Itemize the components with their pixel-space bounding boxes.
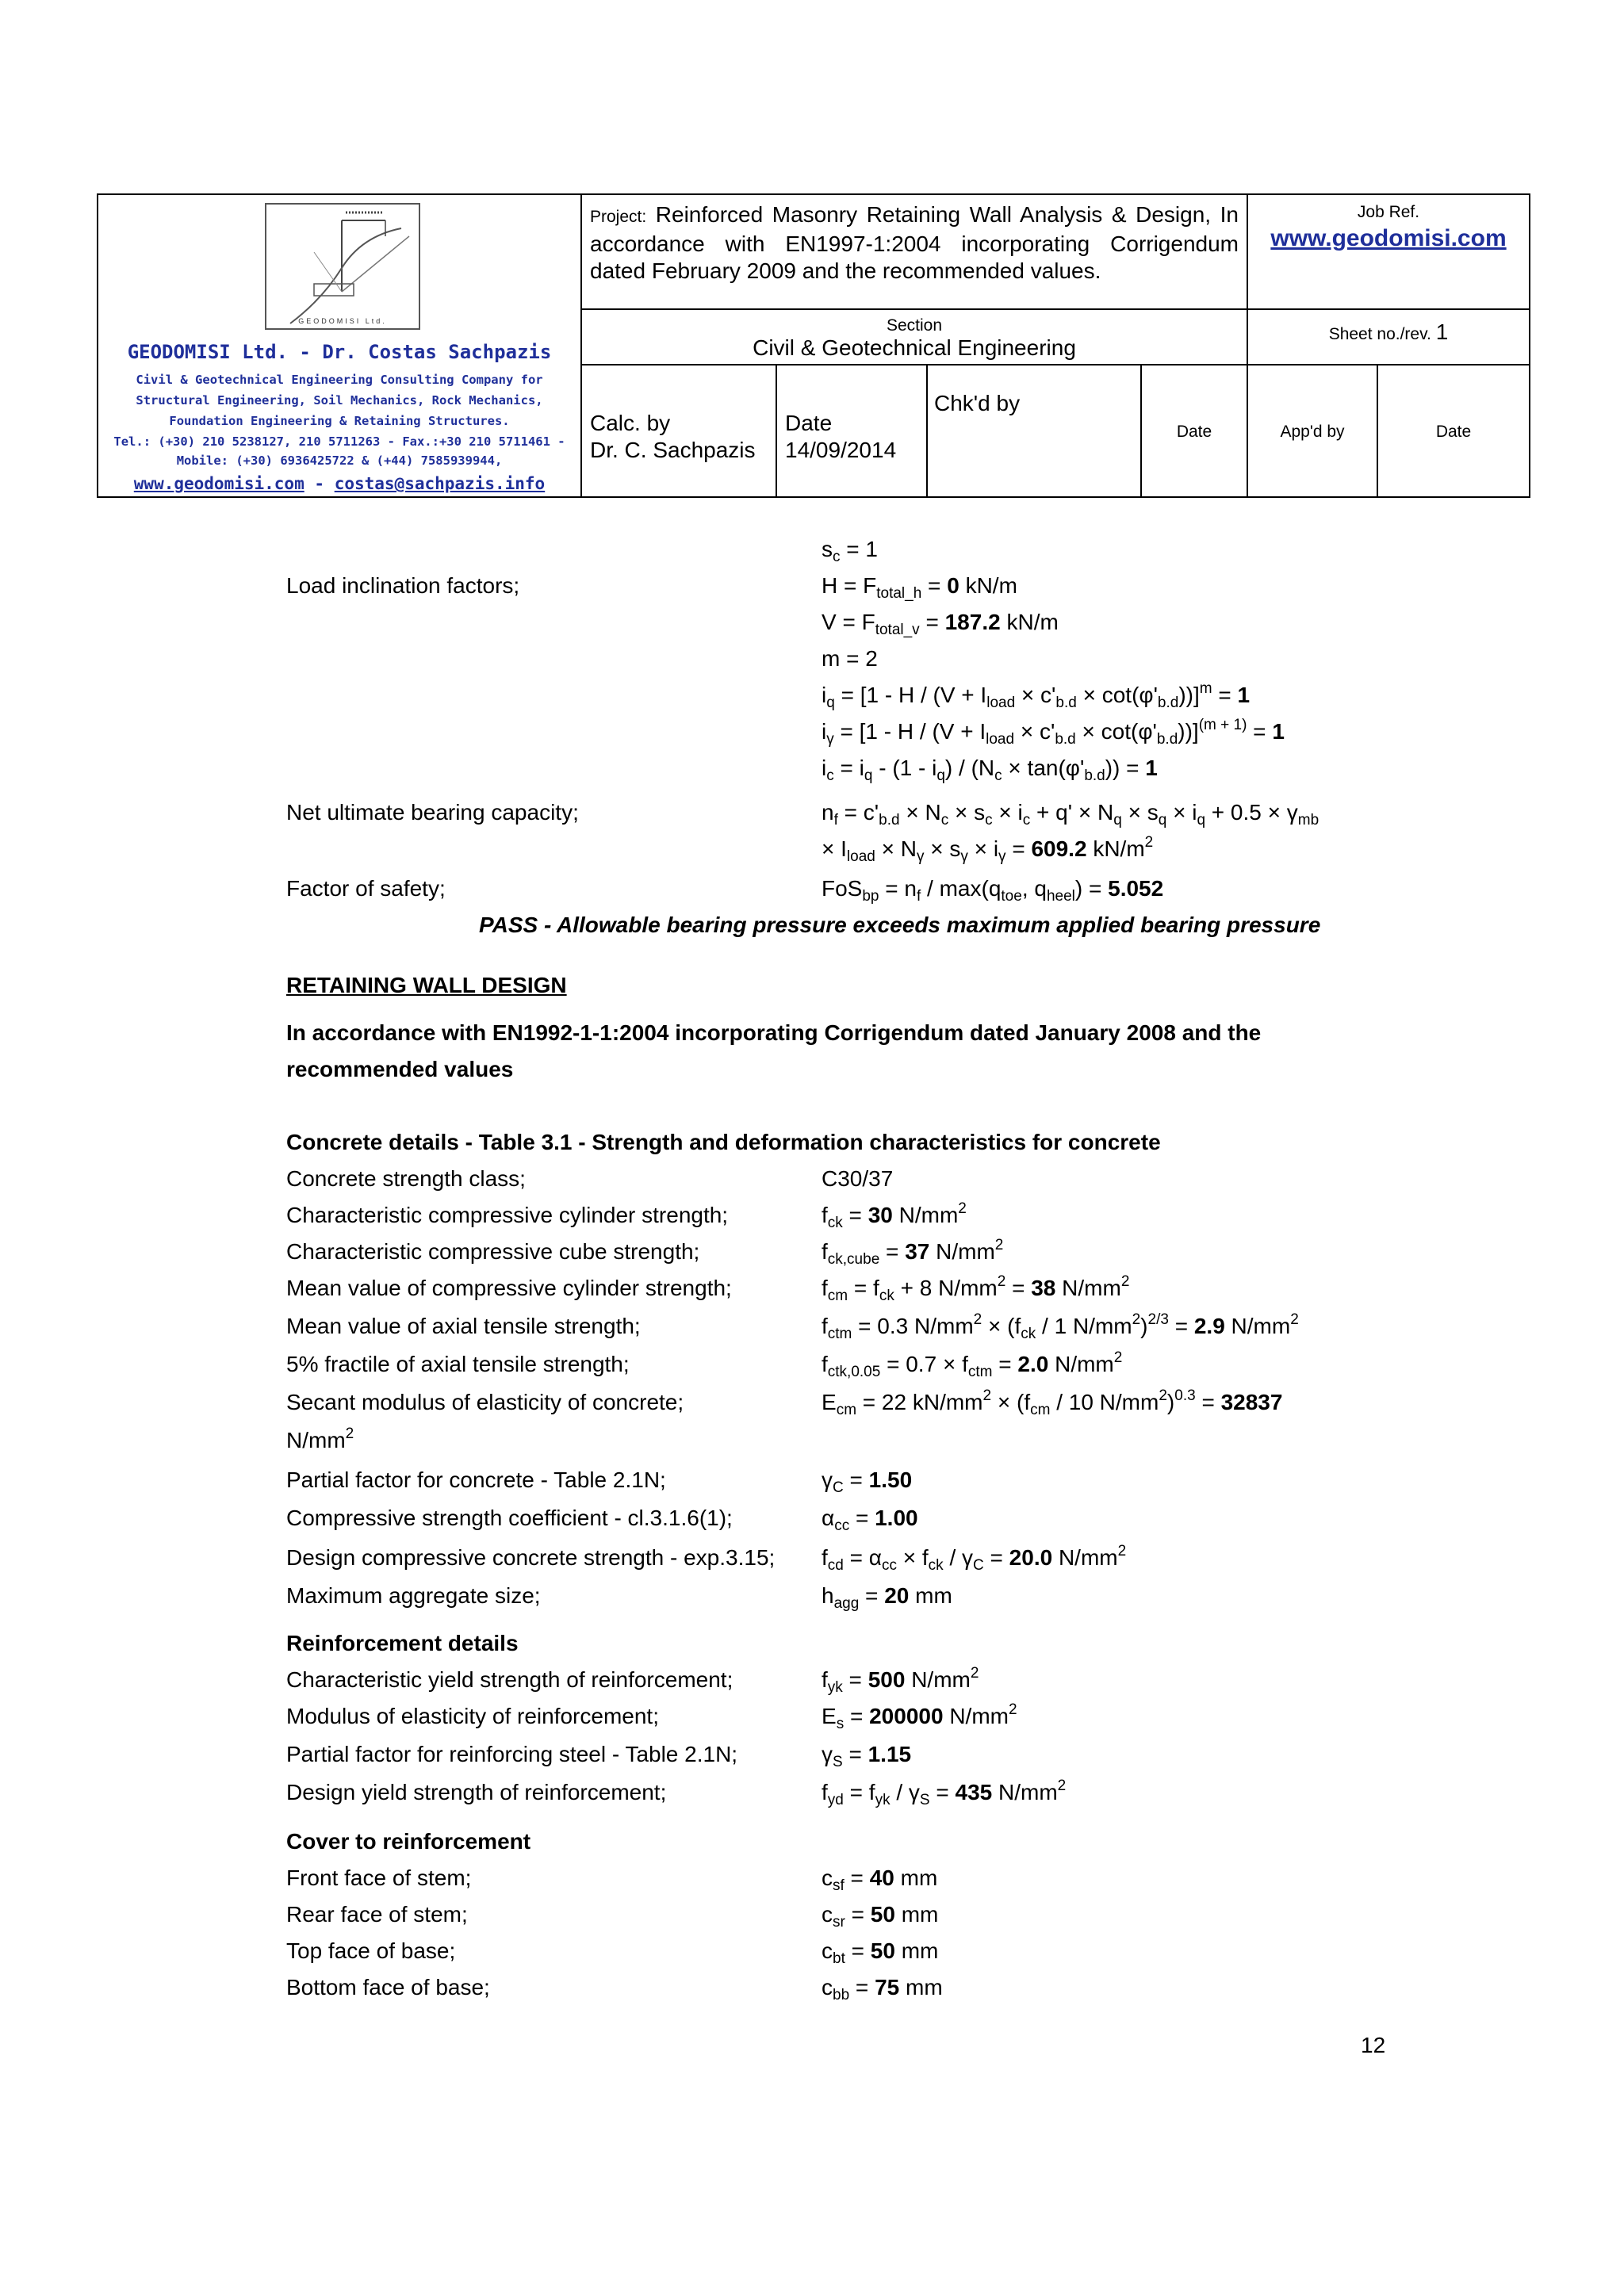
fos-value: 5.052 [1108,876,1164,901]
formula-fctm: $f_{ctm} = 0.3$ $N/mm^2 \times (f_{ck} / 1$ $N/mm^2)^{2/3} = 2.9$ $N/mm^2$ [822,1311,1299,1342]
formula-sc: $s_c = 1$ [822,537,878,565]
formula-gammac: $\gamma_C = 1.50$ [822,1468,913,1496]
m-value: 2 [865,646,878,671]
calc-sheet-header [97,193,1530,498]
project-cell [582,195,1248,310]
concrete-class-value: C30/37 [822,1166,894,1191]
factor-safety-label: Factor of safety; [286,876,446,901]
formula-fyk: $f_{yk} = 500$ $N/mm^2$ [822,1665,979,1696]
fcd-label: Design compressive concrete strength - exp.3.15; [286,1545,776,1570]
fyk-label: Characteristic yield strength of reinforcement; [286,1667,733,1692]
section-cell [582,310,1248,365]
page-number: 12 [1361,2033,1386,2057]
approve-date-cell [1378,365,1529,496]
jobref-cell [1248,195,1529,310]
unit: N/mm [286,1428,346,1452]
formula-H: $H = F_{total\_h} = 0$ kN/m [822,573,1017,602]
fcd-value: 20.0 [1009,1545,1053,1570]
company-logo [265,203,420,330]
project-text: Reinforced Masonry Retaining Wall Analysis & Design, In accordance with EN1997-1:2004 incorporating Corrigendum dated February 2009 and the recommended values. [590,202,1239,283]
logo-caption: GEODOMISI Ltd. [298,317,387,325]
formula-csr: $c_{sr} = 50$ mm [822,1902,939,1931]
cover-heading: Cover to reinforcement [286,1829,531,1854]
pass-statement: PASS - Allowable bearing pressure exceeds maximum applied bearing pressure [479,913,1321,937]
formula-fyd: $f_{yd} = f_{yk} / \gamma_S = 435$ $N/mm^2$ [822,1777,1067,1808]
formula-alphacc: $\alpha_{cc} = 1.00$ [822,1506,918,1534]
unit: kN/m [965,573,1017,598]
section-value: Civil & Geotechnical Engineering [753,335,1076,360]
fck-value: 30 [868,1203,893,1227]
date-value: 14/09/2014 [785,438,897,462]
link-separator: - [314,474,325,493]
fcm-label: Mean value of compressive cylinder strength; [286,1276,732,1300]
formula-fos: $FoS_{bp} = n_f / \max(q_{toe}$, $q_{heel}) = 5.052$ [822,876,1164,905]
calc-by-label: Calc. by [590,411,671,435]
reinforcement-heading: Reinforcement details [286,1631,519,1655]
sheet-value: 1 [1435,320,1449,344]
fckcube-label: Characteristic compressive cube strength; [286,1239,700,1264]
igamma-value: 1 [1272,719,1285,744]
unit: kN/m [1006,610,1059,634]
ecm-unit-wrap: $N/mm^2$ [286,1425,354,1452]
company-email-link[interactable]: costas@sachpazis.info [334,474,546,493]
unit: mm [900,1866,938,1890]
gammac-value: 1.50 [868,1468,913,1492]
company-block [98,195,582,496]
unit: mm [901,1902,939,1927]
jobref-label: Job Ref. [1357,203,1420,221]
ic-value: 1 [1145,756,1158,780]
formula-fctk: $f_{ctk,0.05} = 0.7 \times f_{ctm} = 2.0$ $N/mm^2$ [822,1349,1123,1380]
standard-line-2: recommended values [286,1057,514,1081]
csr-label: Rear face of stem; [286,1902,468,1927]
fyd-value: 435 [955,1780,993,1804]
company-contact-line: Tel.: (+30) 210 5238127, 210 5711263 - Fax.:+30 210 5711461 - [113,434,565,449]
es-label: Modulus of elasticity of reinforcement; [286,1704,659,1728]
ecm-value: 32837 [1220,1390,1283,1414]
project-label: Project: [590,208,647,226]
formula-V: $V = F_{total\_v} = 187.2$ kN/m [822,610,1059,638]
formula-fcd: $f_{cd} = \alpha_{cc} \times f_{ck} / \gamma_C = 20.0$ $N/mm^2$ [822,1543,1127,1574]
unit: mm [915,1583,952,1608]
company-desc-line: Civil & Geotechnical Engineering Consulting Company for [136,373,543,387]
cbb-value: 75 [875,1975,900,1999]
cbb-label: Bottom face of base; [286,1975,490,1999]
company-name: GEODOMISI Ltd. - Dr. Costas Sachpazis [127,341,552,363]
formula-m: m = 2 [822,646,878,671]
iq-value: 1 [1237,683,1251,707]
company-contact-line: Mobile: (+30) 6936425722 & (+44) 7585939944, [176,453,503,468]
date-label: Date [785,411,833,435]
calc-by-value: Dr. C. Sachpazis [590,438,756,462]
formula-fcm: $f_{cm} = f_{ck} + 8$ $N/mm^2 = 38$ $N/mm^2$ [822,1273,1130,1304]
cbt-label: Top face of base; [286,1938,456,1963]
fcm-value: 38 [1031,1276,1056,1300]
checked-by-cell [928,365,1142,496]
csf-value: 40 [869,1866,894,1890]
formula-cbt: $c_{bt} = 50$ mm [822,1938,939,1967]
nf-value: 609.2 [1031,836,1087,861]
formula-fck: $f_{ck} = 30$ $N/mm^2$ [822,1200,967,1231]
csf-label: Front face of stem; [286,1866,472,1890]
formula-es: $E_s = 200000$ $N/mm^2$ [822,1701,1017,1732]
gammas-label: Partial factor for reinforcing steel - Table 2.1N; [286,1742,738,1766]
concrete-class-label: Concrete strength class; [286,1166,526,1191]
formula-igamma: $i_\gamma = [1 - H / (V + I_{load} \times c'_{b.d} \times \cot(\varphi'_{b.d}))]^{(m + 1)} = 1$ [822,717,1285,748]
formula-gammas: $\gamma_S = 1.15$ [822,1742,912,1770]
hagg-value: 20 [884,1583,910,1608]
approved-by-cell [1248,365,1378,496]
formula-ecm: $E_{cm} = 22$ $kN/mm^2 \times (f_{cm} / 10$ $N/mm^2)^{0.3} = 32837$ [822,1387,1283,1418]
formula-nf-line2: × $I_{load} \times N_\gamma \times s_\gamma \times i_\gamma = 609.2$ $kN/m^2$ [822,834,1154,865]
formula-nf-line1: $n_f = c'_{b.d} \times N_c \times s_c \times i_c + q' \times N_q \times s_q \times i_q + 0.5 \times \gamma_{mb}$ [822,800,1320,828]
formula-ic: $i_c = i_q - (1 - i_q) / (N_c \times \tan(\varphi'_{b.d})) = 1$ [822,756,1158,784]
approved-by-label: App'd by [1280,423,1345,441]
H-value: 0 [947,573,959,598]
check-date-label: Date [1176,423,1212,441]
unit: mm [901,1938,939,1963]
formula-csf: $c_{sf} = 40$ mm [822,1866,938,1894]
unit: mm [906,1975,943,1999]
fyd-label: Design yield strength of reinforcement; [286,1780,667,1804]
fctm-label: Mean value of axial tensile strength; [286,1314,641,1338]
section-label: Section [886,316,943,335]
net-ultimate-label: Net ultimate bearing capacity; [286,800,579,825]
check-date-cell [1142,365,1248,496]
concrete-heading: Concrete details - Table 3.1 - Strength and deformation characteristics for concrete [286,1130,1161,1154]
es-value: 200000 [869,1704,944,1728]
fck-label: Characteristic compressive cylinder strength; [286,1203,729,1227]
formula-hagg: $h_{agg} = 20$ mm [822,1583,952,1612]
fctk-label: 5% fractile of axial tensile strength; [286,1352,630,1376]
company-desc-line: Foundation Engineering & Retaining Structures. [169,414,510,428]
company-website-link[interactable]: www.geodomisi.com [133,474,304,493]
fckcube-value: 37 [905,1239,930,1264]
gammas-value: 1.15 [868,1742,912,1766]
gammac-label: Partial factor for concrete - Table 2.1N; [286,1468,666,1492]
sheet-label: Sheet no./rev. [1328,325,1431,343]
fyk-value: 500 [868,1667,906,1692]
fctm-value: 2.9 [1193,1314,1225,1338]
formula-iq: $i_q = [1 - H / (V + I_{load} \times c'_{b.d} \times \cot(\varphi'_{b.d}))]^m = 1$ [822,680,1251,711]
sheet-cell [1248,310,1529,365]
company-links [98,474,580,493]
V-value: 187.2 [944,610,1001,634]
approve-date-label: Date [1435,423,1472,441]
formula-cbb: $c_{bb} = 75$ mm [822,1975,943,2003]
csr-value: 50 [870,1902,895,1927]
alphacc-value: 1.00 [875,1506,918,1530]
calc-by-cell [582,365,777,496]
section-title: RETAINING WALL DESIGN [286,973,567,997]
date-cell [777,365,928,496]
alphacc-label: Compressive strength coefficient - cl.3.1.6(1); [286,1506,733,1530]
checked-by-label: Chk'd by [934,391,1021,415]
formula-fckcube: $f_{ck,cube} = 37$ $N/mm^2$ [822,1237,1004,1268]
company-desc-line: Structural Engineering, Soil Mechanics, Rock Mechanics, [136,393,543,408]
hagg-label: Maximum aggregate size; [286,1583,541,1608]
standard-line-1: In accordance with EN1992-1-1:2004 incorporating Corrigendum dated January 2008 and the [286,1020,1262,1045]
load-inclination-label: Load inclination factors; [286,573,520,598]
ecm-label: Secant modulus of elasticity of concrete; [286,1390,684,1414]
jobref-website-link[interactable]: www.geodomisi.com [1270,225,1507,251]
cbt-value: 50 [870,1938,895,1963]
fctk-value: 2.0 [1017,1352,1049,1376]
retaining-wall-logo-icon [266,205,419,328]
